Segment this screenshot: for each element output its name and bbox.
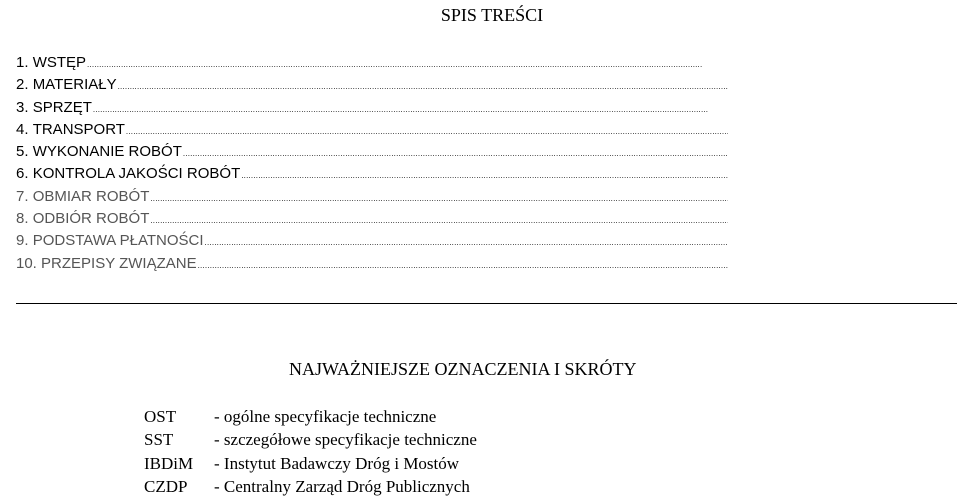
toc-entry-3 bbox=[16, 97, 728, 119]
toc-entry-8 bbox=[16, 208, 728, 230]
toc-entry-number: 2. bbox=[16, 76, 29, 94]
toc-entry-2 bbox=[16, 74, 728, 96]
toc-entry-label: PODSTAWA PŁATNOŚCI bbox=[32, 232, 204, 250]
toc-entry-label: ODBIÓR ROBÓT bbox=[32, 210, 150, 228]
toc-dot-leader bbox=[183, 143, 728, 163]
toc-entry-number: 5. bbox=[16, 143, 29, 161]
toc-entry-number: 1. bbox=[16, 54, 29, 71]
abbreviation-row bbox=[144, 429, 477, 453]
toc-entry-number: 3. bbox=[16, 98, 29, 116]
abbreviation-description: - Centralny Zarząd Dróg Publicznych bbox=[214, 477, 470, 497]
toc-entry-label: TRANSPORT bbox=[32, 120, 125, 138]
toc-entry-number: 8. bbox=[16, 210, 29, 228]
toc-entry-label: MATERIAŁY bbox=[32, 76, 117, 94]
toc-list bbox=[16, 52, 728, 275]
toc-entry-6 bbox=[16, 163, 728, 185]
toc-dot-leader bbox=[241, 165, 728, 185]
toc-dot-leader bbox=[150, 188, 728, 208]
abbreviation-code: CZDP bbox=[144, 477, 188, 497]
toc-dot-leader bbox=[205, 232, 728, 252]
toc-entry-4 bbox=[16, 119, 728, 141]
toc-entry-number: 10. bbox=[16, 254, 37, 272]
toc-title: SPIS TREŚCI bbox=[440, 5, 544, 25]
toc-entry-5 bbox=[16, 141, 728, 163]
toc-dot-leader bbox=[118, 76, 728, 96]
toc-entry-label: KONTROLA JAKOŚCI ROBÓT bbox=[32, 165, 241, 183]
toc-entry-number: 7. bbox=[16, 187, 29, 205]
toc-entry-label: SPRZĘT bbox=[32, 98, 92, 116]
toc-entry-number: 6. bbox=[16, 165, 29, 183]
toc-dot-leader bbox=[198, 255, 728, 275]
abbreviation-row bbox=[144, 405, 477, 429]
abbreviation-code: SST bbox=[144, 430, 174, 450]
abbreviation-row bbox=[144, 476, 477, 499]
toc-entry-number: 9. bbox=[16, 232, 29, 250]
toc-dot-leader bbox=[126, 121, 728, 141]
toc-dot-leader bbox=[150, 210, 728, 230]
toc-dot-leader bbox=[87, 54, 728, 74]
toc-entry-10 bbox=[16, 253, 728, 275]
section-divider bbox=[16, 303, 957, 304]
abbreviation-description: - ogólne specyfikacje techniczne bbox=[214, 406, 437, 426]
toc-entry-label: OBMIAR ROBÓT bbox=[32, 187, 150, 205]
abbreviation-row bbox=[144, 452, 477, 476]
toc-dot-leader bbox=[93, 99, 728, 119]
toc-entry-label: WSTĘP bbox=[32, 54, 87, 71]
toc-entry-label: WYKONANIE ROBÓT bbox=[32, 143, 182, 161]
toc-entry-7 bbox=[16, 186, 728, 208]
toc-entry-number: 4. bbox=[16, 120, 29, 138]
toc-entry-9 bbox=[16, 230, 728, 252]
abbreviation-description: - Instytut Badawczy Dróg i Mostów bbox=[214, 453, 460, 473]
toc-entry-label: PRZEPISY ZWIĄZANE bbox=[41, 254, 197, 272]
abbreviation-code: OST bbox=[144, 406, 177, 426]
abbreviation-description: - szczegółowe specyfikacje techniczne bbox=[214, 430, 477, 450]
abbreviations-title: NAJWAŻNIEJSZE OZNACZENIA I SKRÓTY bbox=[289, 359, 637, 379]
abbreviation-code: IBDiM bbox=[144, 453, 194, 473]
abbreviations-table bbox=[144, 405, 477, 499]
toc-entry-1 bbox=[16, 52, 728, 74]
